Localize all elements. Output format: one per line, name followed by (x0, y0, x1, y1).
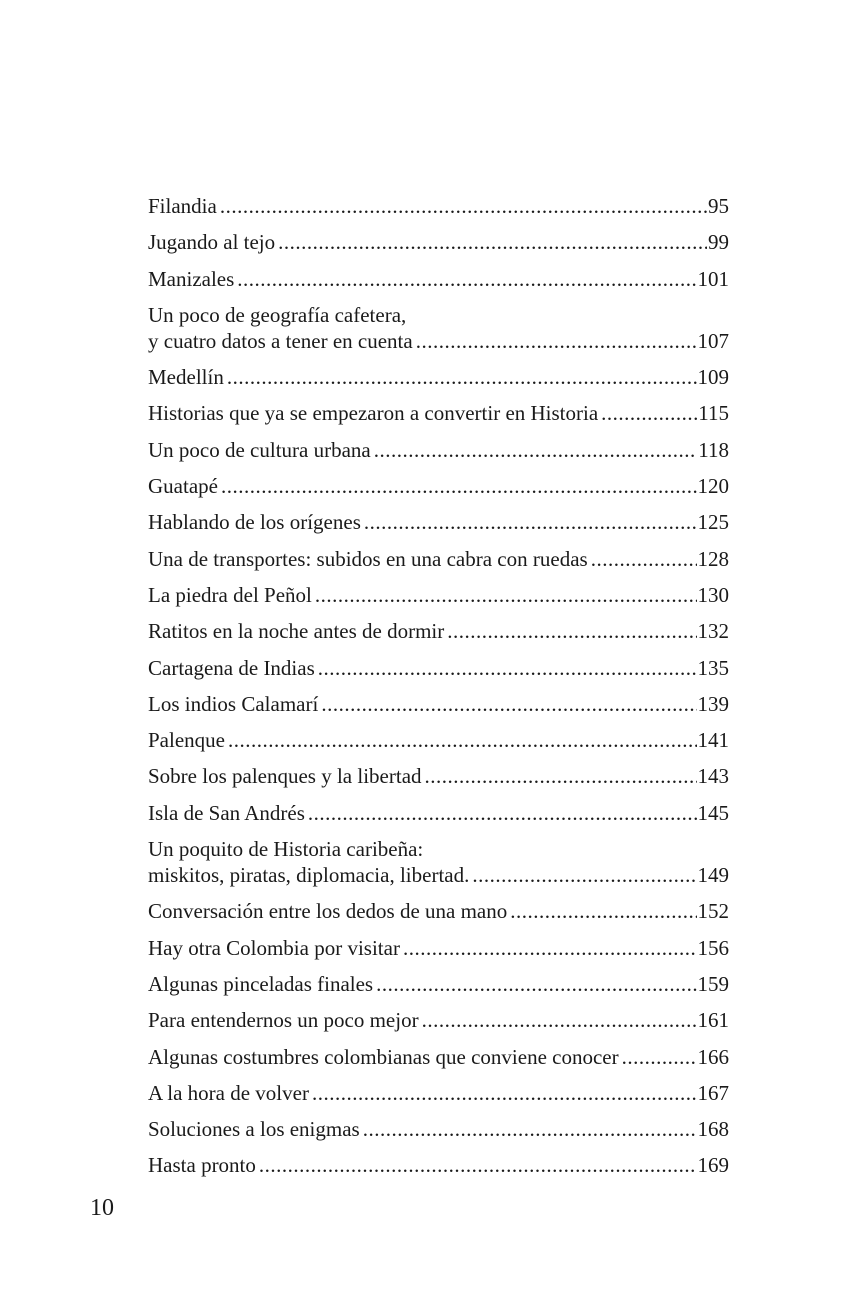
page-number: 10 (90, 1195, 114, 1221)
toc-entry-title: Historias que ya se empezaron a convertir en Historia (148, 401, 599, 426)
toc-entry-page: 141 (697, 728, 729, 753)
toc-entry-page: 130 (697, 582, 729, 607)
toc-entry-title: miskitos, piratas, diplomacia, libertad. (148, 863, 470, 888)
toc-entry-page: 99 (708, 230, 729, 255)
dot-leader (364, 509, 697, 535)
toc-entry-page: 159 (697, 971, 729, 996)
dot-leader (425, 763, 697, 789)
toc-entry-title: Un poco de cultura urbana (148, 437, 371, 462)
toc-entry (148, 400, 729, 426)
toc-entry (148, 898, 729, 924)
toc-entry (148, 691, 729, 717)
dot-leader (321, 691, 696, 717)
toc-entry-page: 145 (697, 800, 729, 825)
toc-entry-page: 169 (697, 1153, 729, 1178)
toc-entry (148, 1044, 729, 1070)
toc-entry (148, 1080, 729, 1106)
dot-leader (403, 935, 697, 961)
toc-entry-page: 115 (698, 401, 729, 426)
dot-leader (228, 727, 697, 753)
toc-entry-page: 152 (697, 899, 729, 924)
dot-leader (312, 1080, 697, 1106)
dot-leader (416, 328, 697, 354)
dot-leader (318, 655, 697, 681)
toc-entry-page: 107 (697, 328, 729, 353)
toc-entry-title: Soluciones a los enigmas (148, 1117, 360, 1142)
toc-entry (148, 800, 729, 826)
dot-leader (447, 618, 696, 644)
toc-entry-page: 132 (697, 619, 729, 644)
toc-entry (148, 1007, 729, 1033)
dot-leader (227, 364, 697, 390)
dot-leader (510, 898, 696, 924)
toc-entry-title: y cuatro datos a tener en cuenta (148, 328, 413, 353)
toc-entry (148, 727, 729, 753)
toc-entry-page: 168 (697, 1117, 729, 1142)
toc-entry (148, 193, 729, 219)
toc-entry-title: Algunas pinceladas finales (148, 971, 374, 996)
toc-entry (148, 473, 729, 499)
toc-entry (148, 655, 729, 681)
toc-entry (148, 971, 729, 997)
toc-entry-title: Manizales (148, 266, 235, 291)
toc-entry-page: 128 (697, 546, 729, 571)
toc-entry (148, 618, 729, 644)
dot-leader (363, 1116, 697, 1142)
toc-entry-title: Hasta pronto (148, 1153, 256, 1178)
toc-entry-page: 149 (697, 863, 729, 888)
toc-entry-title-line: Un poquito de Historia caribeña: (148, 837, 424, 862)
dot-leader (622, 1044, 697, 1070)
toc-entry-title: Filandia (148, 194, 217, 218)
toc-entry-page: 166 (697, 1044, 729, 1069)
toc-entry-title: Una de transportes: subidos en una cabra con ruedas (148, 546, 588, 571)
toc-entry-page: 120 (697, 474, 729, 499)
toc-entry-page: 161 (697, 1008, 729, 1033)
dot-leader (308, 800, 697, 826)
toc-entry (148, 935, 729, 961)
toc-entry-page: 118 (698, 437, 729, 462)
toc-entry-title: Hablando de los orígenes (148, 510, 361, 535)
toc-entry-title: Hay otra Colombia por visitar (148, 935, 400, 960)
dot-leader (278, 229, 707, 255)
toc-entry-page: 156 (697, 935, 729, 960)
toc-entry (148, 266, 729, 292)
toc-entry-title: Sobre los palenques y la libertad (148, 764, 422, 789)
table-of-contents (148, 193, 729, 1189)
dot-leader (237, 266, 696, 292)
dot-leader (591, 546, 697, 572)
toc-entry-title-line: Un poco de geografía cafetera, (148, 302, 407, 327)
toc-entry-title: Guatapé (148, 474, 218, 499)
toc-entry-title: Jugando al tejo (148, 230, 276, 255)
dot-leader (221, 473, 697, 499)
toc-entry-title: Algunas costumbres colombianas que conviene conocer (148, 1044, 619, 1069)
dot-leader (374, 437, 698, 463)
toc-entry (148, 836, 729, 888)
toc-entry (148, 1116, 729, 1142)
toc-entry-title: Conversación entre los dedos de una mano (148, 899, 508, 924)
dot-leader (220, 193, 707, 219)
toc-entry (148, 582, 729, 608)
toc-entry-title: Cartagena de Indias (148, 655, 315, 680)
toc-entry-page: 143 (697, 764, 729, 789)
toc-entry-title: A la hora de volver (148, 1080, 309, 1105)
toc-entry-title: Palenque (148, 728, 225, 753)
dot-leader (259, 1152, 697, 1178)
toc-entry (148, 509, 729, 535)
toc-entry (148, 763, 729, 789)
toc-entry (148, 364, 729, 390)
toc-entry-title: Los indios Calamarí (148, 691, 319, 716)
toc-entry-page: 125 (697, 510, 729, 535)
toc-entry-page: 95 (708, 194, 729, 218)
toc-entry-page: 109 (697, 365, 729, 390)
toc-entry (148, 302, 729, 354)
dot-leader (315, 582, 697, 608)
toc-entry-title: Medellín (148, 365, 224, 390)
toc-entry (148, 229, 729, 255)
toc-entry-page: 139 (697, 691, 729, 716)
toc-entry-page: 135 (697, 655, 729, 680)
dot-leader (472, 862, 696, 888)
toc-entry (148, 437, 729, 463)
toc-entry-title: Isla de San Andrés (148, 800, 305, 825)
dot-leader (422, 1007, 697, 1033)
toc-entry-page: 101 (697, 266, 729, 291)
dot-leader (376, 971, 696, 997)
toc-entry (148, 1152, 729, 1178)
toc-entry-title: Para entendernos un poco mejor (148, 1008, 419, 1033)
toc-entry-title: Ratitos en la noche antes de dormir (148, 619, 445, 644)
toc-entry-page: 167 (697, 1080, 729, 1105)
dot-leader (601, 400, 697, 426)
toc-entry (148, 546, 729, 572)
toc-entry-title: La piedra del Peñol (148, 582, 312, 607)
